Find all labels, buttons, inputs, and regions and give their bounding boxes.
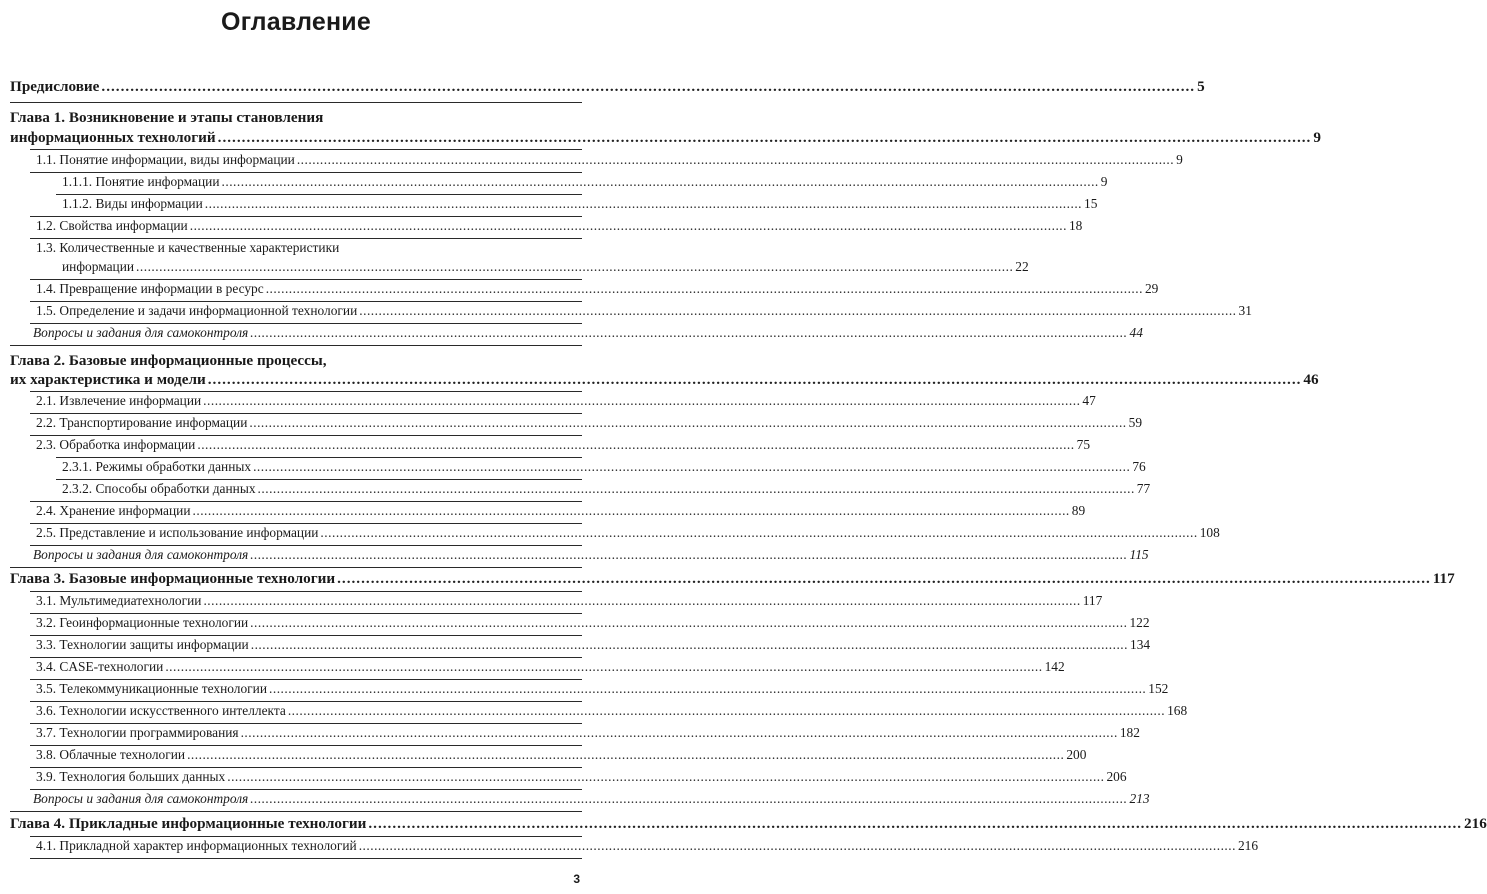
- toc-entry-title: 2.3.2. Способы обработки данных: [62, 481, 256, 496]
- toc-entry-page: 134: [1130, 637, 1151, 652]
- toc-entry-title: Вопросы и задания для самоконтроля: [33, 791, 249, 806]
- divider: [30, 149, 582, 150]
- toc-entry-title: 1.1.2. Виды информации: [62, 196, 203, 211]
- dot-leader: ....................................................................................................................................................................................................................................: [320, 525, 1198, 540]
- divider: [10, 567, 582, 568]
- toc-entry-chapter-2[interactable]: [10, 371, 1319, 389]
- toc-entry-page: 200: [1066, 747, 1087, 762]
- toc-entry-page: 31: [1238, 303, 1252, 318]
- dot-leader: ....................................................................................................................................................................................................................................: [296, 152, 1175, 167]
- toc-entry-page: 142: [1044, 659, 1065, 674]
- toc-entry-title: 3.6. Технологии искусственного интеллекта: [36, 703, 286, 718]
- toc-entry-title: 4.1. Прикладной характер информационных технологий: [36, 838, 357, 853]
- toc-entry-title: Глава 4. Прикладные информационные технологии: [10, 815, 367, 832]
- dot-leader: ....................................................................................................................................................................................................................................: [250, 325, 1128, 340]
- toc-entry-title: 3.3. Технологии защиты информации: [36, 637, 249, 652]
- toc-entry-title: Глава 3. Базовые информационные технологии: [10, 570, 336, 587]
- divider: [30, 435, 582, 436]
- divider: [30, 657, 582, 658]
- divider: [10, 345, 582, 346]
- divider: [56, 194, 582, 195]
- toc-entry-title: информации: [62, 259, 135, 274]
- toc-entry-page: 76: [1132, 459, 1146, 474]
- toc-entry-ch2-questions[interactable]: [33, 547, 1149, 563]
- toc-entry-3-6[interactable]: [36, 703, 1188, 719]
- toc-entry-title: Предисловие: [10, 78, 100, 95]
- toc-entry-3-2[interactable]: [36, 615, 1150, 631]
- toc-entry-3-1[interactable]: [36, 593, 1103, 609]
- toc-entry-title: информационных технологий: [10, 129, 216, 146]
- toc-entry-page: 152: [1148, 681, 1169, 696]
- toc-entry-title: 2.4. Хранение информации: [36, 503, 191, 518]
- divider: [30, 301, 582, 302]
- toc-entry-page: 5: [1197, 78, 1205, 95]
- toc-entry-title: 2.3. Обработка информации: [36, 437, 196, 452]
- divider: [30, 279, 582, 280]
- dot-leader: ....................................................................................................................................................................................................................................: [136, 259, 1014, 274]
- dot-leader: ....................................................................................................................................................................................................................................: [269, 681, 1147, 696]
- toc-entry-1-3[interactable]: [62, 259, 1029, 275]
- page-number: 3: [573, 872, 580, 886]
- toc-entry-page: 168: [1167, 703, 1188, 718]
- toc-entry-1-2[interactable]: [36, 218, 1083, 234]
- toc-entry-title: 3.2. Геоинформационные технологии: [36, 615, 249, 630]
- toc-entry-chapter-1[interactable]: [10, 129, 1321, 147]
- divider: [56, 479, 582, 480]
- toc-entry-3-5[interactable]: [36, 681, 1169, 697]
- toc-entry-1-1[interactable]: [36, 152, 1183, 168]
- dot-leader: ....................................................................................................................................................................................................................................: [249, 415, 1127, 430]
- toc-entry-2-4[interactable]: [36, 503, 1086, 519]
- toc-entry-1-5[interactable]: [36, 303, 1252, 319]
- toc-entry-page: 22: [1015, 259, 1029, 274]
- toc-entry-page: 46: [1303, 371, 1319, 388]
- dot-leader: ....................................................................................................................................................................................................................................: [187, 747, 1065, 762]
- divider: [30, 545, 582, 546]
- toc-entry-page: 75: [1076, 437, 1091, 452]
- toc-entry-page: 9: [1313, 129, 1321, 146]
- toc-entry-title: 1.1.1. Понятие информации: [62, 174, 220, 189]
- toc-entry-title: Вопросы и задания для самоконтроля: [33, 547, 249, 562]
- toc-entry-title: 1.2. Свойства информации: [36, 218, 188, 233]
- toc-entry-title: 2.1. Извлечение информации: [36, 393, 202, 408]
- dot-leader: ....................................................................................................................................................................................................................................: [359, 303, 1237, 318]
- dot-leader: ....................................................................................................................................................................................................................................: [197, 437, 1075, 452]
- toc-entry-title: 1.1. Понятие информации, виды информации: [36, 152, 295, 167]
- divider: [10, 811, 582, 812]
- dot-leader: ....................................................................................................................................................................................................................................: [221, 174, 1099, 189]
- toc-entry-title: 3.7. Технологии программирования: [36, 725, 239, 740]
- dot-leader: ....................................................................................................................................................................................................................................: [250, 547, 1128, 562]
- divider: [30, 858, 582, 859]
- divider: [30, 413, 582, 414]
- toc-entry-3-8[interactable]: [36, 747, 1087, 763]
- dot-leader: ....................................................................................................................................................................................................................................: [101, 78, 1196, 95]
- toc-entry-title: 3.5. Телекоммуникационные технологии: [36, 681, 268, 696]
- dot-leader: ....................................................................................................................................................................................................................................: [250, 791, 1128, 806]
- dot-leader: ....................................................................................................................................................................................................................................: [287, 703, 1166, 718]
- chapter-2-title-line1[interactable]: Глава 2. Базовые информационные процессы,: [10, 352, 327, 369]
- toc-entry-page: 182: [1119, 725, 1140, 740]
- toc-entry-page: 117: [1432, 570, 1455, 587]
- dot-leader: ....................................................................................................................................................................................................................................: [368, 815, 1463, 832]
- toc-entry-1-1-1[interactable]: [62, 174, 1108, 190]
- toc-entry-page: 44: [1129, 325, 1143, 340]
- toc-entry-2-1[interactable]: [36, 393, 1096, 409]
- toc-entry-1-4[interactable]: [36, 281, 1159, 297]
- dot-leader: ....................................................................................................................................................................................................................................: [250, 637, 1128, 652]
- divider: [30, 767, 582, 768]
- divider: [56, 457, 582, 458]
- dot-leader: ....................................................................................................................................................................................................................................: [207, 371, 1302, 388]
- toc-entry-title: 3.1. Мультимедиатехнологии: [36, 593, 202, 608]
- dot-leader: ....................................................................................................................................................................................................................................: [265, 281, 1143, 296]
- toc-entry-page: 18: [1068, 218, 1083, 233]
- toc-entry-page: 216: [1464, 815, 1487, 832]
- dot-leader: ....................................................................................................................................................................................................................................: [203, 593, 1081, 608]
- toc-entry-3-7[interactable]: [36, 725, 1140, 741]
- toc-entry-3-3[interactable]: [36, 637, 1151, 653]
- divider: [10, 102, 582, 103]
- toc-entry-ch1-questions[interactable]: [33, 325, 1143, 341]
- toc-entry-page: 9: [1100, 174, 1108, 189]
- toc-entry-2-3-1[interactable]: [62, 459, 1146, 475]
- dot-leader: ....................................................................................................................................................................................................................................: [358, 838, 1236, 853]
- toc-entry-2-5[interactable]: [36, 525, 1220, 541]
- toc-entry-page: 108: [1199, 525, 1220, 540]
- dot-leader: ....................................................................................................................................................................................................................................: [337, 570, 1431, 587]
- divider: [30, 238, 582, 239]
- divider: [30, 723, 582, 724]
- toc-entry-2-2[interactable]: [36, 415, 1143, 431]
- divider: [30, 591, 582, 592]
- toc-entry-page: 115: [1129, 547, 1149, 562]
- dot-leader: ....................................................................................................................................................................................................................................: [204, 196, 1083, 211]
- divider: [30, 701, 582, 702]
- toc-entry-title: 1.5. Определение и задачи информационной технологии: [36, 303, 358, 318]
- divider: [30, 613, 582, 614]
- divider: [30, 391, 582, 392]
- chapter-1-title-line1[interactable]: Глава 1. Возникновение и этапы становления: [10, 109, 324, 126]
- divider: [30, 523, 582, 524]
- toc-entry-page: 59: [1128, 415, 1143, 430]
- dot-leader: ....................................................................................................................................................................................................................................: [257, 481, 1135, 496]
- toc-entry-title: Вопросы и задания для самоконтроля: [33, 325, 249, 340]
- dot-leader: ....................................................................................................................................................................................................................................: [253, 459, 1131, 474]
- divider: [30, 172, 582, 173]
- dot-leader: ....................................................................................................................................................................................................................................: [217, 129, 1312, 146]
- toc-entry-title: 3.9. Технология больших данных: [36, 769, 226, 784]
- toc-entry-1-3-line1[interactable]: 1.3. Количественные и качественные характеристики: [36, 240, 340, 255]
- toc-entry-ch3-questions[interactable]: [33, 791, 1150, 807]
- divider: [30, 323, 582, 324]
- divider: [30, 679, 582, 680]
- toc-entry-chapter-3[interactable]: [10, 570, 1455, 588]
- toc-entry-page: 213: [1129, 791, 1150, 806]
- toc-entry-title: 2.5. Представление и использование информации: [36, 525, 319, 540]
- divider: [30, 501, 582, 502]
- toc-entry-title: 1.4. Превращение информации в ресурс: [36, 281, 264, 296]
- toc-entry-page: 122: [1129, 615, 1150, 630]
- toc-entry-title: 2.2. Транспортирование информации: [36, 415, 248, 430]
- toc-entry-page: 77: [1136, 481, 1151, 496]
- toc-entry-title: 3.4. CASE-технологии: [36, 659, 164, 674]
- page-title: Оглавление: [221, 8, 371, 36]
- toc-entry-preface[interactable]: [10, 78, 1205, 96]
- divider: [30, 635, 582, 636]
- toc-entry-page: 216: [1237, 838, 1259, 853]
- toc-entry-page: 15: [1084, 196, 1098, 211]
- divider: [30, 745, 582, 746]
- toc-entry-2-3-2[interactable]: [62, 481, 1151, 497]
- toc-entry-3-9[interactable]: [36, 769, 1127, 785]
- toc-entry-title: 2.3.1. Режимы обработки данных: [62, 459, 252, 474]
- toc-entry-3-4[interactable]: [36, 659, 1065, 675]
- toc-entry-4-1[interactable]: [36, 838, 1259, 854]
- toc-entry-page: 117: [1082, 593, 1103, 608]
- toc-entry-title: 3.8. Облачные технологии: [36, 747, 186, 762]
- dot-leader: ....................................................................................................................................................................................................................................: [203, 393, 1081, 408]
- toc-entry-title: их характеристика и модели: [10, 371, 206, 388]
- dot-leader: ....................................................................................................................................................................................................................................: [165, 659, 1043, 674]
- divider: [30, 789, 582, 790]
- divider: [30, 836, 582, 837]
- toc-entry-1-1-2[interactable]: [62, 196, 1098, 212]
- dot-leader: ....................................................................................................................................................................................................................................: [250, 615, 1128, 630]
- toc-entry-page: 29: [1144, 281, 1159, 296]
- toc-entry-page: 89: [1071, 503, 1086, 518]
- toc-entry-2-3[interactable]: [36, 437, 1091, 453]
- toc-entry-chapter-4[interactable]: [10, 815, 1487, 833]
- dot-leader: ....................................................................................................................................................................................................................................: [227, 769, 1105, 784]
- toc-entry-page: 206: [1106, 769, 1127, 784]
- toc-entry-page: 47: [1082, 393, 1096, 408]
- toc-entry-page: 9: [1176, 152, 1183, 167]
- dot-leader: ....................................................................................................................................................................................................................................: [189, 218, 1067, 233]
- dot-leader: ....................................................................................................................................................................................................................................: [192, 503, 1070, 518]
- dot-leader: ....................................................................................................................................................................................................................................: [240, 725, 1118, 740]
- divider: [30, 216, 582, 217]
